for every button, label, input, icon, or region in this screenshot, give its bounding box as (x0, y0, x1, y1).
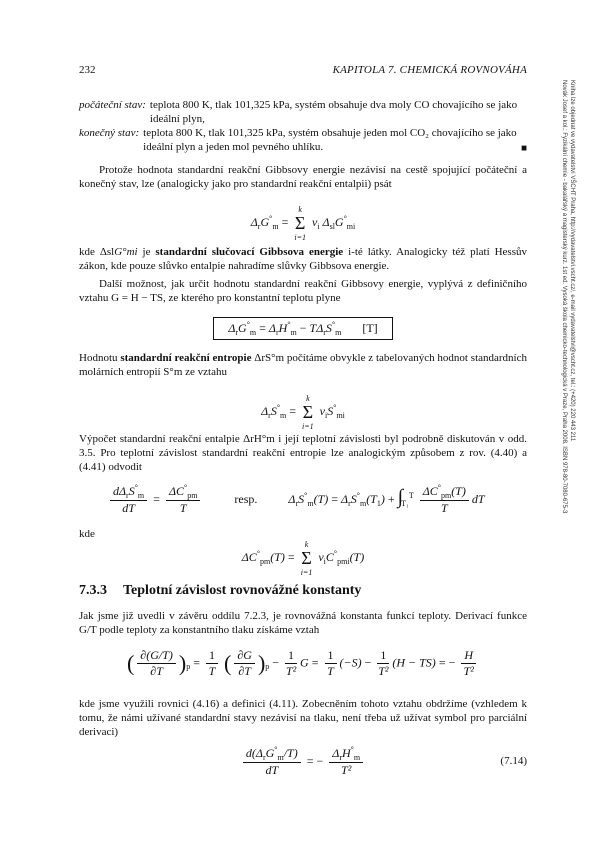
equation-entropy-sum: $\Delta_rS^\circ_m = k$ Σ i=1 $\nu_iS^\circ_{mi}$ (261, 394, 345, 431)
equation-gibbs-sum: $\Delta_rG^\circ_m = k$ Σ i=1 $\nu_i$ $\Delta_{sl}G^\circ_{mi}$ (250, 205, 356, 242)
box-condition: [T] (362, 321, 378, 335)
resp-word: resp. (234, 491, 258, 506)
equation-number: (7.14) (500, 755, 527, 767)
side-citation (560, 80, 575, 720)
chapter-title: KAPITOLA 7. CHEMICKÁ ROVNOVÁHA (332, 64, 527, 76)
p2-text-mid: je (137, 246, 156, 258)
p2-text-pre: kde Δsl (79, 246, 115, 258)
paragraph-5: Výpočet standardní reakční entalpie ΔrH°m i její teplotní závislosti byl podrobně diskutován v odd. 3.5. Pro teplotní závislost standardní reakční entropie lze analogickým způsobem z rov. (4.40) a (4.41) odvodit (79, 433, 527, 473)
section-title: Teplotní závislost rovnovážné konstanty (123, 583, 362, 598)
initial-state (79, 98, 527, 126)
side-citation-line2: Kniha lze objednat ve vydavatelství VŠCHT Praha, http://vydavatelstvi.vscht.cz/, e-mail vydavatelstvi@vscht.cz, tel.: (+420) 220 443 211 (569, 80, 575, 442)
equation-7-14: $\frac{d(\Delta_rG^\circ_m/T)}{dT}$ = − $\frac{\Delta_rH^\circ_m}{\text{T²}}$ (7.14) (79, 747, 527, 777)
final-state-label: konečný stav: (79, 127, 140, 139)
p4-text-pre: Hodnotu (79, 352, 121, 364)
paragraph-4 (79, 351, 527, 379)
final-state (79, 126, 527, 156)
paragraph-7: Jak jsme již uvedli v závěru oddílu 7.2.3, je rovnovážná konstanta funkcí teploty. Derivací funkce G/T podle teploty za konstantního tlaku získáme vztah (79, 610, 527, 636)
paragraph-2 (79, 245, 527, 273)
p4-term: standardní reakční entropie (120, 352, 252, 364)
initial-state-label: počáteční stav: (79, 99, 146, 111)
page-number: 232 (79, 64, 96, 76)
paragraph-1: Protože hodnota standardní reakční Gibbsovy energie nezávisí na cestě spojující počáteční a konečný stav, lze (analogicky jako pro standardní reakční entalpii) psát (79, 164, 527, 190)
p2-text-post: i-té látky. Analogicky též platí Hessův zákon, kde pouze slůvko entalpie nahradíme slůvky Gibbsova energie. (79, 246, 527, 272)
side-citation-line1: Novák Josef a kol.: Fyzikální chemie - bakalářský a magisterský kurz. 1st ed. Vysoká škola chemicko-technologická v Praze, Praha 2008. ISBN 978-80-7080-675-3 (561, 80, 567, 514)
section-heading (79, 583, 361, 599)
section-number: 7.3.3 (79, 583, 107, 598)
p2-symbol: G°mi (114, 246, 138, 258)
paragraph-3: Další možnost, jak určit hodnotu standardní reakční Gibbsovy energie, vyplývá z definičního vztahu G = H − TS, ze kterého pro konstantní teplotu plyne (79, 278, 527, 304)
initial-state-text: teplota 800 K, tlak 101,325 kPa, systém obsahuje dva moly CO chovajícího se jako ideální plyn, (149, 99, 518, 125)
state-definitions (79, 98, 527, 156)
equation-entropy-temperature: $\frac{d\Delta_rS^\circ_m}{dT}$ = $\frac{\Delta C^\circ_{pm}}{T}$ resp. $\Delta_rS^\circ_m(T) = \Delta_rS^\circ_m(T_1) + \int_{T_1}^T$ $\frac{\Delta C^\circ_{pm}(T)}{T}$ dT (79, 485, 527, 515)
p4-text-post: ΔrS°m počítáme obvykle z tabelovaných hodnot standardních molárních entropií S°m ze vztahu (79, 352, 527, 378)
equation-gibbs-helmholtz: ( $\frac{\partial(G/T)}{\partial T}$ )$_p$ = $\frac{1}{T}$ ( $\frac{\partial G}{\partial T}$ )$_p$ − $\frac{1}{\text{T²}}$ G = $\frac{1}{T}$ (−S) − $\frac{1}{\text{T²}}$ (H − TS) = − $\frac{H}{\text{T²}}$ (79, 649, 527, 678)
qed-symbol: ■ (520, 143, 527, 154)
equation-delta-cp: $\Delta C^\circ_{pm}(T) = k$ Σ i=1 $\nu_iC^\circ_{pmi}(T)$ (241, 540, 365, 577)
equation-boxed (79, 317, 527, 340)
final-state-text: teplota 800 K, tlak 101,325 kPa, systém obsahuje jeden mol CO₂ chovajícího se jako ideální plyn a jeden mol pevného uhlíku. (143, 127, 517, 153)
paragraph-8: kde jsme využili rovnici (4.16) a definici (4.11). Zobecněním tohoto vztahu obdržíme (vzhledem k tomu, že námi užívané standardní stavy nezávisí na tlaku, není třeba už užívat symbol pro parciální derivaci) (79, 698, 527, 738)
boxed-formula: $\Delta_rG^\circ_m = \Delta_rH^\circ_m - T\Delta_rS^\circ_m$ [T] (213, 317, 392, 340)
p2-term: standardní slučovací Gibbsova energie (155, 246, 344, 258)
paragraph-6: kde (79, 528, 95, 540)
